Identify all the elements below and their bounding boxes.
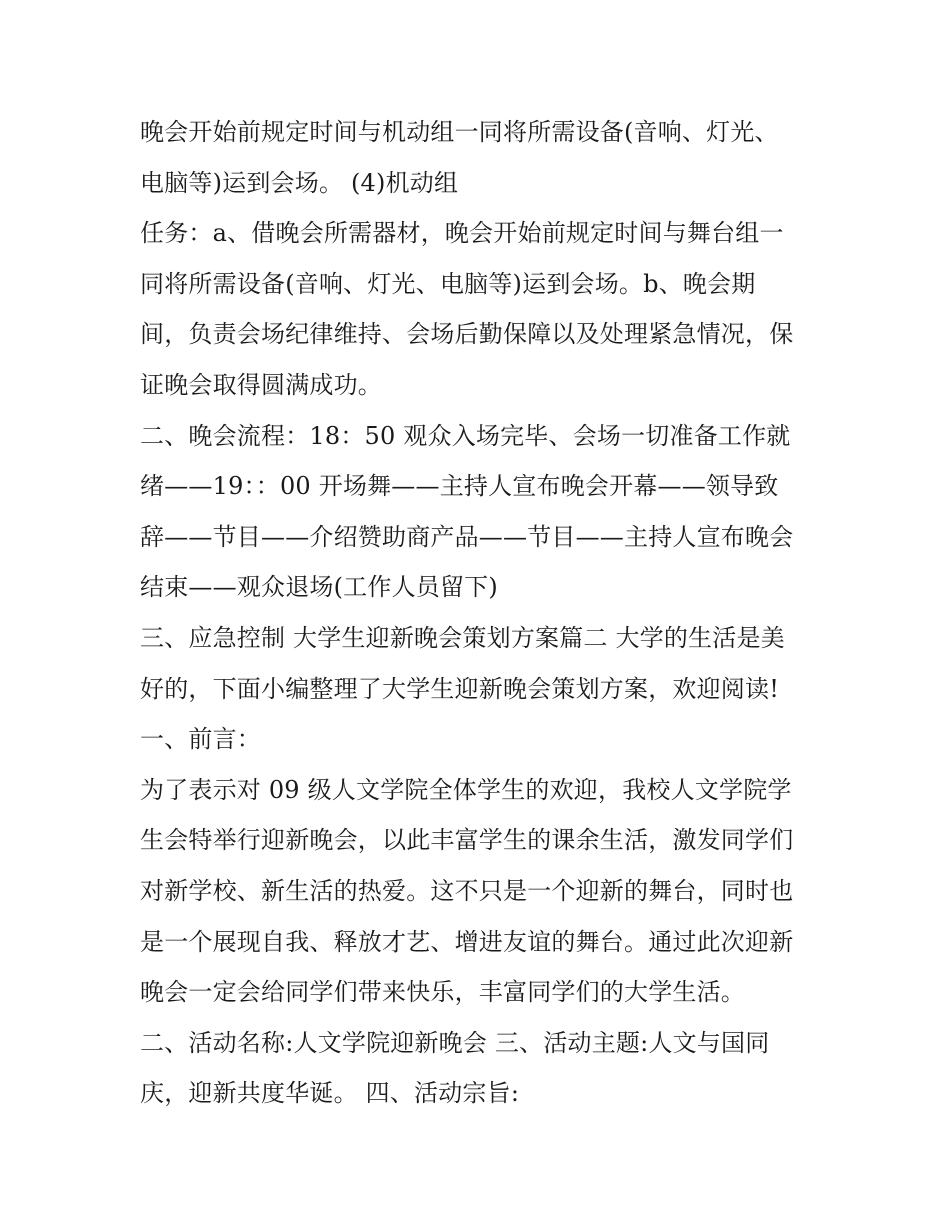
text-line: 三、应急控制 大学生迎新晚会策划方案篇二 大学的生活是美 bbox=[140, 623, 785, 652]
document-body bbox=[140, 107, 820, 1119]
text-line: 庆，迎新共度华诞。 四、活动宗旨: bbox=[140, 1079, 520, 1108]
text-line: 为了表示对 09 级人文学院全体学生的欢迎，我校人文学院学 bbox=[140, 775, 792, 804]
text-line: 同将所需设备(音响、灯光、电脑等)运到会场。b、晚会期 bbox=[140, 269, 756, 298]
text-line: 对新学校、新生活的热爱。这不只是一个迎新的舞台，同时也 bbox=[140, 876, 794, 905]
text-line: 任务：a、借晚会所需器材，晚会开始前规定时间与舞台组一 bbox=[140, 219, 784, 248]
text-line: 绪——19：：00 开场舞——主持人宣布晚会开幕——领导致 bbox=[140, 472, 779, 501]
text-line: 辞——节目——介绍赞助商产品——节目——主持人宣布晚会 bbox=[140, 522, 794, 551]
text-line: 生会特举行迎新晚会，以此丰富学生的课余生活，激发同学们 bbox=[140, 826, 794, 855]
text-line: 晚会一定会给同学们带来快乐，丰富同学们的大学生活。 bbox=[140, 978, 745, 1007]
text-line: 好的，下面小编整理了大学生迎新晚会策划方案，欢迎阅读! bbox=[140, 674, 780, 703]
text-line: 电脑等)运到会场。 (4)机动组 bbox=[140, 168, 459, 197]
text-line: 证晚会取得圆满成功。 bbox=[140, 370, 382, 399]
text-line: 二、晚会流程：18：50 观众入场完毕、会场一切准备工作就 bbox=[140, 421, 791, 450]
text-line: 二、活动名称:人文学院迎新晚会 三、活动主题:人文与国同 bbox=[140, 1028, 770, 1057]
text-line: 一、前言： bbox=[140, 725, 261, 754]
text-line: 结束——观众退场(工作人员留下) bbox=[140, 573, 498, 602]
text-line: 是一个展现自我、释放才艺、增进友谊的舞台。通过此次迎新 bbox=[140, 927, 794, 956]
text-line: 间，负责会场纪律维持、会场后勤保障以及处理紧急情况，保 bbox=[140, 320, 794, 349]
text-line: 晚会开始前规定时间与机动组一同将所需设备(音响、灯光、 bbox=[140, 118, 779, 146]
